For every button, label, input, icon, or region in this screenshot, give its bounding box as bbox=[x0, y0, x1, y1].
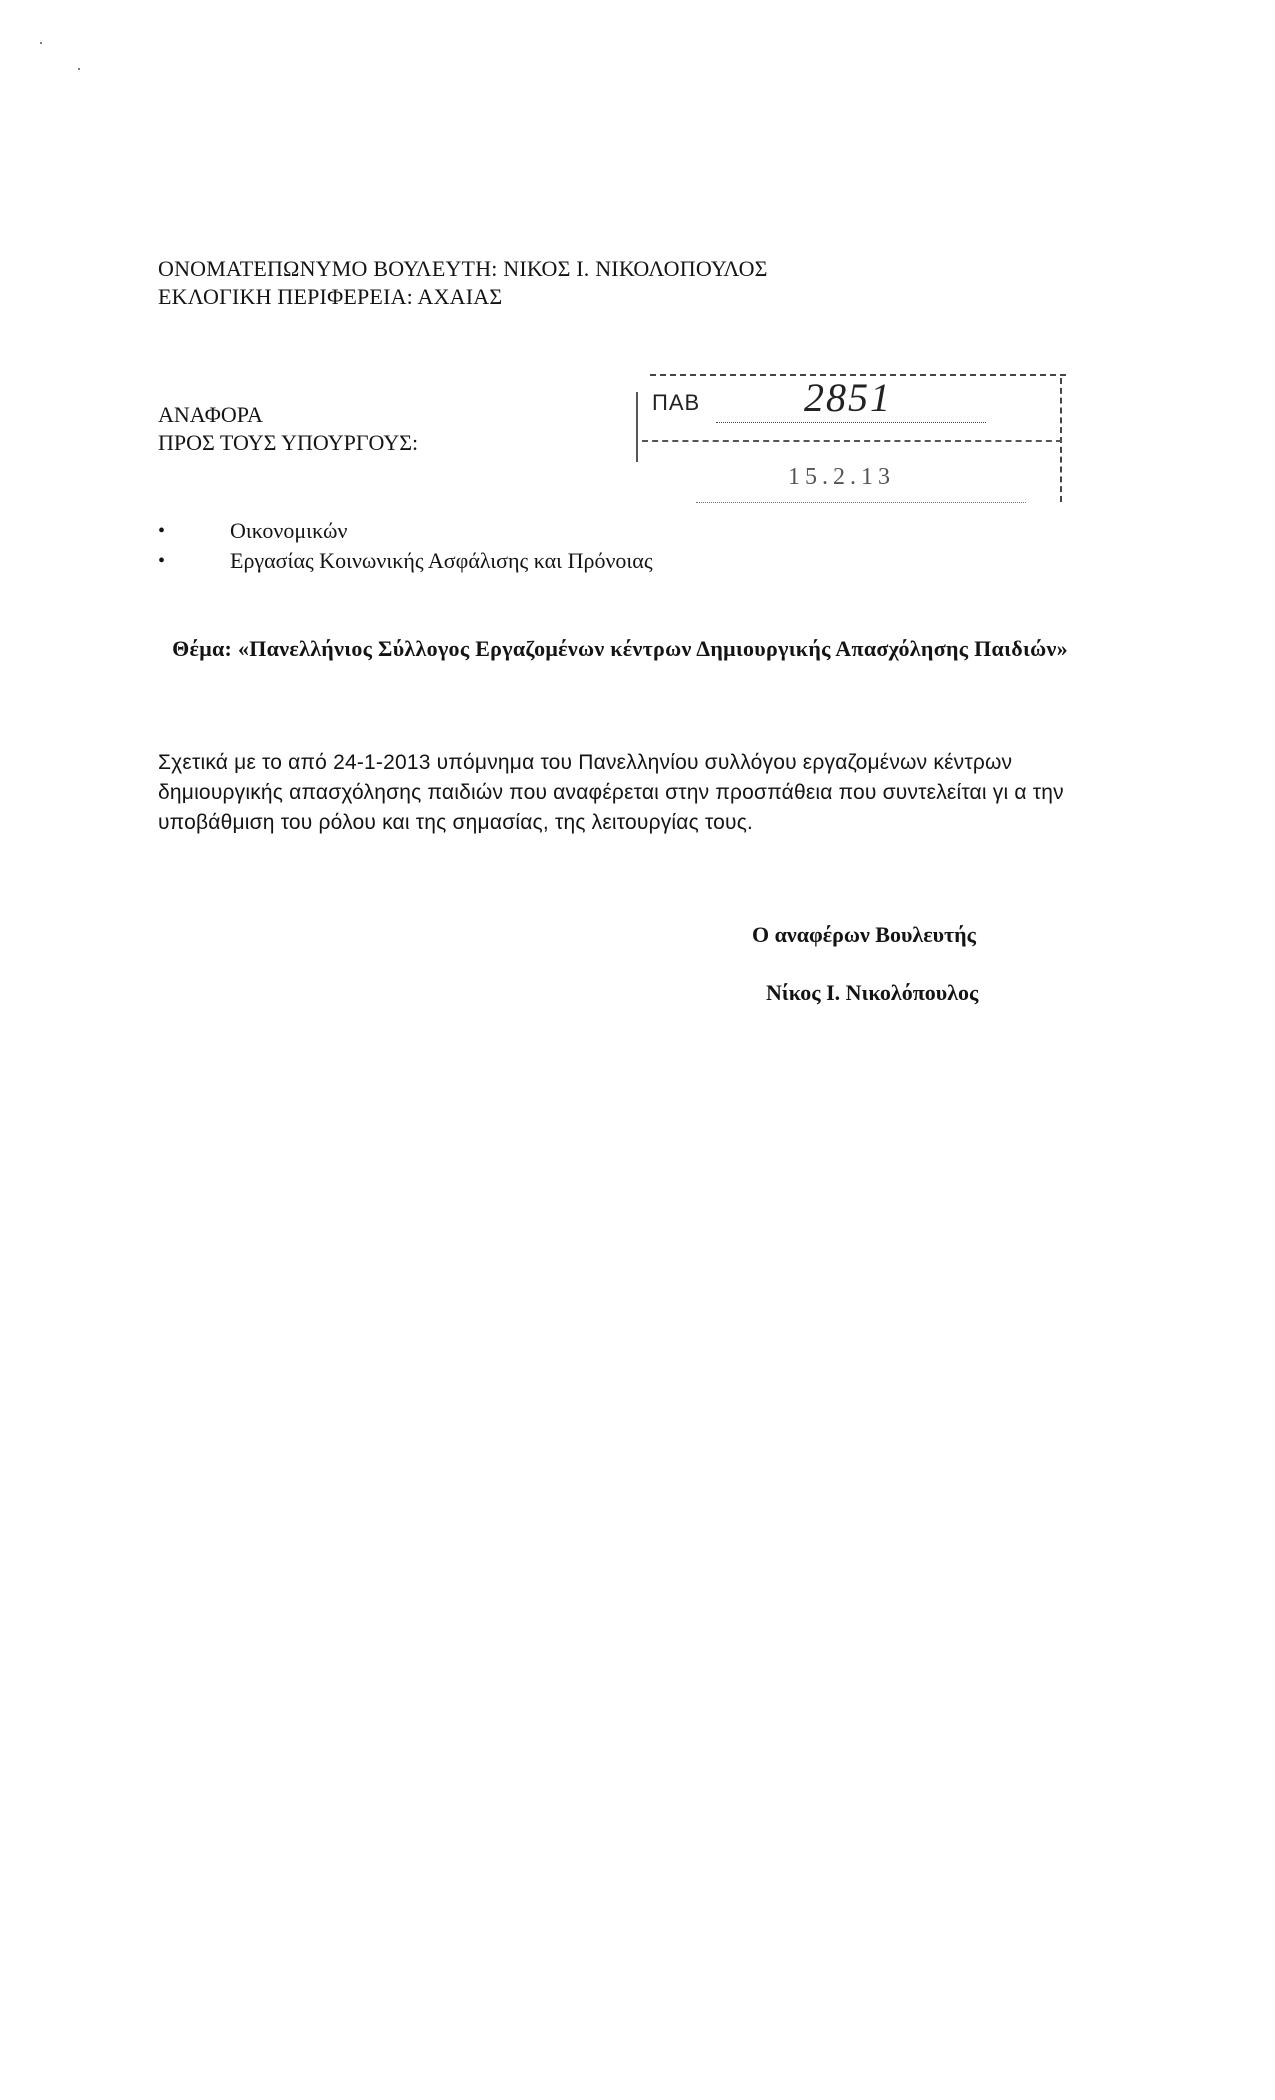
electoral-district-line: ΕΚΛΟΓΙΚΗ ΠΕΡΙΦΕΡΕΙΑ: ΑΧΑΙΑΣ bbox=[158, 284, 503, 309]
mp-name-line: ΟΝΟΜΑΤΕΠΩΝΥΜΟ ΒΟΥΛΕΥΤΗ: ΝΙΚΟΣ Ι. ΝΙΚΟΛΟΠΟΥΛΟΣ bbox=[158, 256, 768, 281]
stamp-divider bbox=[642, 440, 1062, 442]
signature-role: Ο αναφέρων Βουλευτής bbox=[752, 922, 976, 947]
scan-speck bbox=[40, 42, 42, 44]
document-type: ΑΝΑΦΟΡΑ bbox=[158, 402, 263, 427]
scan-speck bbox=[78, 68, 80, 70]
ministries-list bbox=[158, 516, 653, 576]
recipients-heading: ΠΡΟΣ ΤΟΥΣ ΥΠΟΥΡΓΟΥΣ: bbox=[158, 430, 419, 455]
ministry-name: Εργασίας Κοινωνικής Ασφάλισης και Πρόνοιας bbox=[230, 548, 653, 573]
registry-stamp bbox=[636, 374, 1066, 506]
list-item bbox=[158, 546, 653, 576]
bullet-icon: • bbox=[158, 520, 166, 542]
stamp-code-underline bbox=[716, 422, 986, 423]
signature-name: Νίκος Ι. Νικολόπουλος bbox=[766, 980, 979, 1005]
stamp-code-number: 2851 bbox=[804, 375, 892, 420]
ministry-name: Οικονομικών bbox=[230, 518, 348, 543]
subject-heading: Θέμα: «Πανελλήνιος Σύλλογος Εργαζομένων κέντρων Δημιουργικής Απασχόλησης Παιδιών» bbox=[172, 636, 1068, 661]
stamp-date: 15.2.13 bbox=[788, 464, 895, 490]
list-item bbox=[158, 516, 653, 546]
body-paragraph: Σχετικά με το από 24-1-2013 υπόμνημα του Πανελληνίου συλλόγου εργαζομένων κέντρων δημιουργικής απασχόλησης παιδιών που αναφέρεται στην προσπάθεια που συντελείται γι α την υποβάθμιση του ρόλου και της σημασίας, της λειτουργίας τους. bbox=[158, 751, 1064, 834]
stamp-code-label: ΠΑΒ bbox=[652, 390, 701, 415]
bullet-icon: • bbox=[158, 550, 166, 572]
stamp-left-border bbox=[636, 392, 638, 462]
stamp-date-underline bbox=[696, 502, 1026, 503]
